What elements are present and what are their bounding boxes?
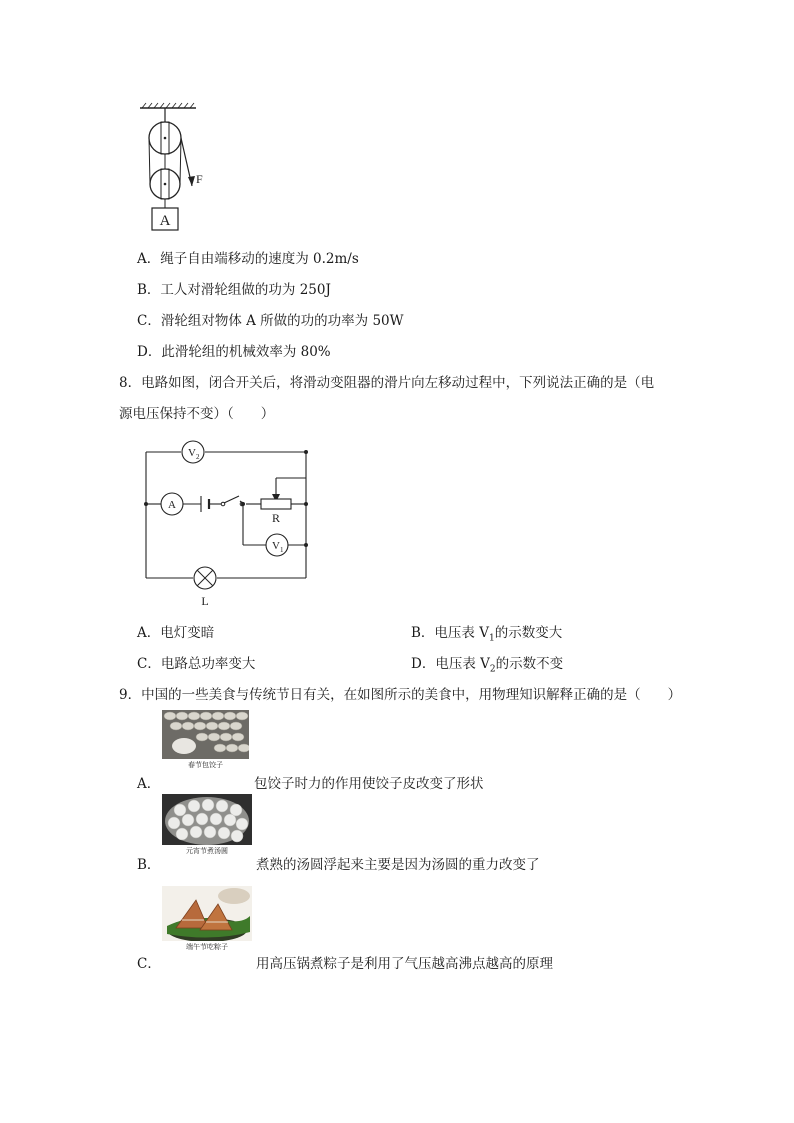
q7-option-a[interactable] bbox=[137, 250, 359, 268]
voltmeter1-label: V bbox=[272, 540, 280, 552]
q8-option-a[interactable] bbox=[137, 624, 214, 642]
pulley-figure bbox=[130, 100, 220, 235]
tangyuan-photo bbox=[162, 794, 252, 858]
option-text-pre: 电压表 V bbox=[435, 656, 490, 672]
q9-option-b-text: 煮熟的汤圆浮起来主要是因为汤圆的重力改变了 bbox=[256, 857, 540, 873]
q7-option-c[interactable] bbox=[137, 312, 404, 330]
q8-option-c[interactable] bbox=[137, 655, 255, 673]
ammeter-label: A bbox=[168, 499, 176, 511]
q8-option-b[interactable] bbox=[411, 624, 562, 648]
lamp-label: L bbox=[201, 594, 209, 608]
voltmeter1-subscript: 1 bbox=[279, 546, 284, 554]
q9-option-a[interactable] bbox=[137, 775, 160, 793]
q8-option-d[interactable] bbox=[411, 655, 563, 679]
option-text: 电路总功率变大 bbox=[160, 656, 256, 672]
option-text: 电灯变暗 bbox=[160, 625, 215, 641]
circuit-diagram bbox=[135, 438, 320, 613]
photo-caption: 春节包饺子 bbox=[162, 759, 249, 772]
option-letter: C． bbox=[137, 956, 161, 972]
photo-caption: 元宵节煮汤圆 bbox=[162, 845, 252, 858]
option-letter: A． bbox=[137, 625, 161, 641]
option-text-post: 的示数变大 bbox=[494, 625, 563, 641]
q9-option-c-text: 用高压锅煮粽子是利用了气压越高沸点越高的原理 bbox=[256, 956, 553, 972]
photo-caption: 端午节吃粽子 bbox=[162, 941, 252, 954]
q7-option-d[interactable] bbox=[137, 343, 331, 361]
dumplings-photo bbox=[162, 710, 249, 772]
q9-option-a-text: 包饺子时力的作用使饺子皮改变了形状 bbox=[254, 776, 484, 792]
option-letter: C． bbox=[137, 656, 161, 672]
rheostat-label: R bbox=[271, 511, 281, 525]
q8-stem-line2: 源电压保持不变）（ ） bbox=[119, 406, 275, 422]
option-letter: D． bbox=[411, 656, 436, 672]
option-letter: D． bbox=[137, 344, 162, 360]
block-label: A bbox=[159, 213, 171, 229]
voltmeter2-label: V bbox=[188, 447, 196, 459]
option-text: 绳子自由端移动的速度为 0.2m/s bbox=[160, 251, 359, 267]
q8-stem-line1: 8．电路如图，闭合开关后，将滑动变阻器的滑片向左移动过程中，下列说法正确的是（电 bbox=[119, 375, 655, 391]
option-letter: B． bbox=[137, 857, 161, 873]
option-text-pre: 电压表 V bbox=[434, 625, 489, 641]
q7-option-b[interactable] bbox=[137, 281, 331, 299]
force-label: F bbox=[196, 172, 203, 186]
option-text: 此滑轮组的机械效率为 80% bbox=[161, 344, 331, 360]
option-letter: B． bbox=[137, 282, 161, 298]
option-text: 滑轮组对物体 A 所做的功的功率为 50W bbox=[160, 313, 404, 329]
option-letter: C． bbox=[137, 313, 161, 329]
q9-option-b[interactable] bbox=[137, 856, 160, 874]
option-subscript: 1 bbox=[488, 633, 495, 644]
q9-stem: 9．中国的一些美食与传统节日有关，在如图所示的美食中，用物理知识解释正确的是（ ） bbox=[119, 687, 682, 703]
option-text-post: 的示数不变 bbox=[495, 656, 564, 672]
voltmeter2-subscript: 2 bbox=[195, 453, 200, 461]
option-letter: A． bbox=[137, 251, 161, 267]
option-subscript: 2 bbox=[489, 664, 496, 675]
option-letter: B． bbox=[411, 625, 435, 641]
option-text: 工人对滑轮组做的功为 250J bbox=[160, 282, 331, 298]
option-letter: A． bbox=[137, 776, 161, 792]
q9-option-c[interactable] bbox=[137, 955, 161, 973]
zongzi-photo bbox=[162, 886, 252, 954]
